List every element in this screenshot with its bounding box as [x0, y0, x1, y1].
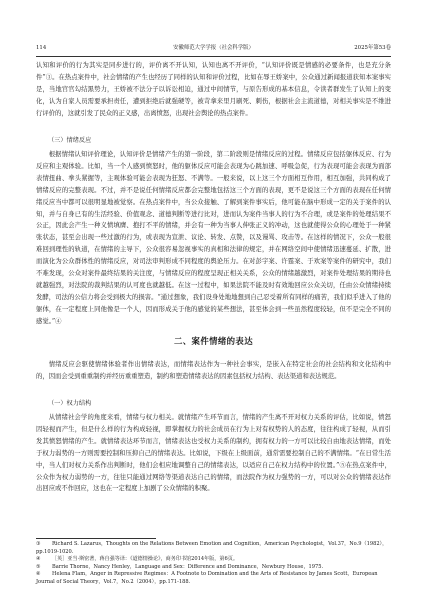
- section1-text-main: [36, 149, 391, 325]
- footnote: [36, 571, 391, 586]
- paragraph: 根据情绪认知评价理论，认知评价是情绪产生的第一阶段，第二阶段则是情绪反应的过程。情绪反应包括躯体反应、行为反应和主观体验。比如，当一个人感到愤怒时，他的躯体反应可能会表现为心跳加速、呼吸急促，行为表现可能会表现为面部表情扭曲、拳头紧握等，主观体验可能会表现为狂怒、不满等。一般来说，以上这三个方面相互作用，相互加强，共同构成了情绪反应的完整表现。不过，并不是说任何情绪反应都会完整地包括这三个方面的表现，更不是说这三个方面的表现在任何情绪反应当中都可以很明显地被觉察。在热点案件中，当公众接触、了解到案件事实后，他可能在脑中形成一定的关于案件的认知，并与自身已有的生活经验、价值观念、道德判断等进行比对，进而认为案件当事人的行为不合理，或是案件的处理结果不公正，因此会产生一种义愤填膺、抱打不平的情绪，并会有一种为当事人伸张正义的冲动，这也就使得公众的心理处于一种紧张状态，甚至会出现一些过激的行为，或表现为宣泄、议论、转发、点赞，以及谩骂、攻击等。在这样的情况下，公众一般很难回到理性的轨道，在情绪的主导下，公众很容易忽视事实的真相和法律的规定，并在网络空间中使情绪迅速蔓延、扩散，进而演化为公众群体性的情绪反应，对司法审判形成不同程度的舆论压力。在对彭宇案、许霆案、于欢案等案件的研究中，我们不难发现，公众对案件最终结果的关注度，与情绪反应的程度呈现正相关关系，公众的情绪越激烈，对案件处理结果的期待也就越强烈，对法院的裁判结果的认可度也就越低。在这一过程中，如果法院不能及时有效地回应公众关切，任由公众情绪持续发酵，司法的公信力将会受到极大的损害。“通过想象，我们设身处地地想到自己忍受着所有同样的痛苦，我们似乎进入了他的躯体，在一定程度上同他像是一个人，因而形成关于他的感觉的某些想法，甚至体会到一些虽然程度较轻，但不是完全不同的感觉。”④: [36, 151, 391, 325]
- running-header: [36, 43, 391, 53]
- paragraph: 从情绪社会学的角度来看，情绪与权力相关。就情绪产生环节而言，情绪的产生离不开对权力关系的评估，比如说，愤怒因轻视而产生，但是什么样的行为构成轻视，即掌握权力的社会成员在行为上对有权势的人的态度，往往构成了轻视，从而引发其愤怒情绪的产生。就情绪表达环节而言，情绪表达也受权力关系的制约，拥有权力的一方可以比较自由地表达情绪，而处于权力弱势的一方则需要控制和压抑自己的情绪表达。比如说，下级在上级面前，通常需要控制自己的不满情绪。“在日常生活中，当人们对权力关系作出判断时，他们会相应地调整自己的情绪表达，以适应自己在权力结构中的位置。”⑤在热点案件中，公众作为权力弱势的一方，往往只能通过网络等渠道表达自己的情绪，而法院作为权力强势的一方，可以对公众的情绪表达作出回应或不作回应，这也在一定程度上加剧了公众情绪的积聚。: [36, 414, 391, 493]
- section1-text-top: [36, 60, 391, 132]
- subheading-emotional-reaction: （三）情绪反应: [48, 137, 92, 144]
- footnote: [36, 556, 391, 564]
- footnote-text: Helena Flam，Anger in Repressive Regimes：A Footnote to Domination and the Arts of Resistance by James Scott，European Journal of Social Theory，Vol.7，No.2（2004），pp.171-188.: [36, 571, 378, 585]
- page-number: 114: [36, 45, 47, 51]
- header-rule: [36, 56, 391, 57]
- footnote-rule: [36, 538, 156, 539]
- footnote-text: Barrie Thorne，Nancy Henley，Language and Sex：Difference and Dominance，Newbury House，1975.: [52, 563, 324, 570]
- footnote-mark: ⑤: [36, 563, 41, 570]
- footnote-mark: ③: [36, 541, 41, 547]
- section2-intro: [36, 359, 391, 395]
- paragraph: 认知和评价的行为其实是同步进行的，评价离不开认知，认知也离不开评价，“认知评价既是情感的必要条件，也是充分条件”③。在热点案件中，社会情绪的产生也经历了同样的认知和评价过程，比如在辱王娇案中，公众通过新闻报道获知本案事实是，当地官官勾结黑势力，王娇被不法分子以诉讼相迫，通过中间情节，与原告形成的基本信息，令读者群发生了认知上的变化，认为自家人员需要承担责任，遭到拒绝后就强硬等，被苛拿来里月刷死、刺伤，根据社会主流道德，对相关事实是不维进行评价的，这就引发了民众的正义感，出离愤怒，出现社会舆论的热点案件。: [36, 62, 391, 117]
- section2-text: [36, 412, 391, 531]
- footnote-text: ［英］亚当·斯密著，蒋自强等译：《道德情操论》，商务印书馆2014年版，第6页。: [52, 556, 238, 562]
- journal-name: 安徽师范大学学报（社会科学版）: [173, 45, 254, 51]
- footnote-mark: ⑥: [36, 571, 41, 577]
- footnote-text: Richard S. Lazarus，Thoughts on the Relations Between Emotion and Cognition，American Psychologist，Vol.37，No.9（1982），pp.1019-1020.: [36, 541, 388, 555]
- footnotes: [36, 541, 391, 586]
- paragraph: 情绪反应会驱使情绪体验者作出情绪表达，而情绪表达作为一种社会事实，是嵌入在特定社会的社会结构和文化结构中的，因而会受到重重制约并经历重重塑造，制约和塑造情绪表达的因素包括权力结构、表达渠道和表达规范。: [36, 361, 391, 380]
- footnote: [36, 541, 391, 556]
- subheading-power-structure: （一）权力结构: [48, 400, 92, 407]
- footnote: [36, 564, 391, 572]
- footnote-mark: ④: [36, 556, 41, 562]
- section-heading-case-emotion-expression: 二、案件情绪的表达: [174, 336, 253, 346]
- issue-label: 2025年第53卷: [354, 45, 391, 51]
